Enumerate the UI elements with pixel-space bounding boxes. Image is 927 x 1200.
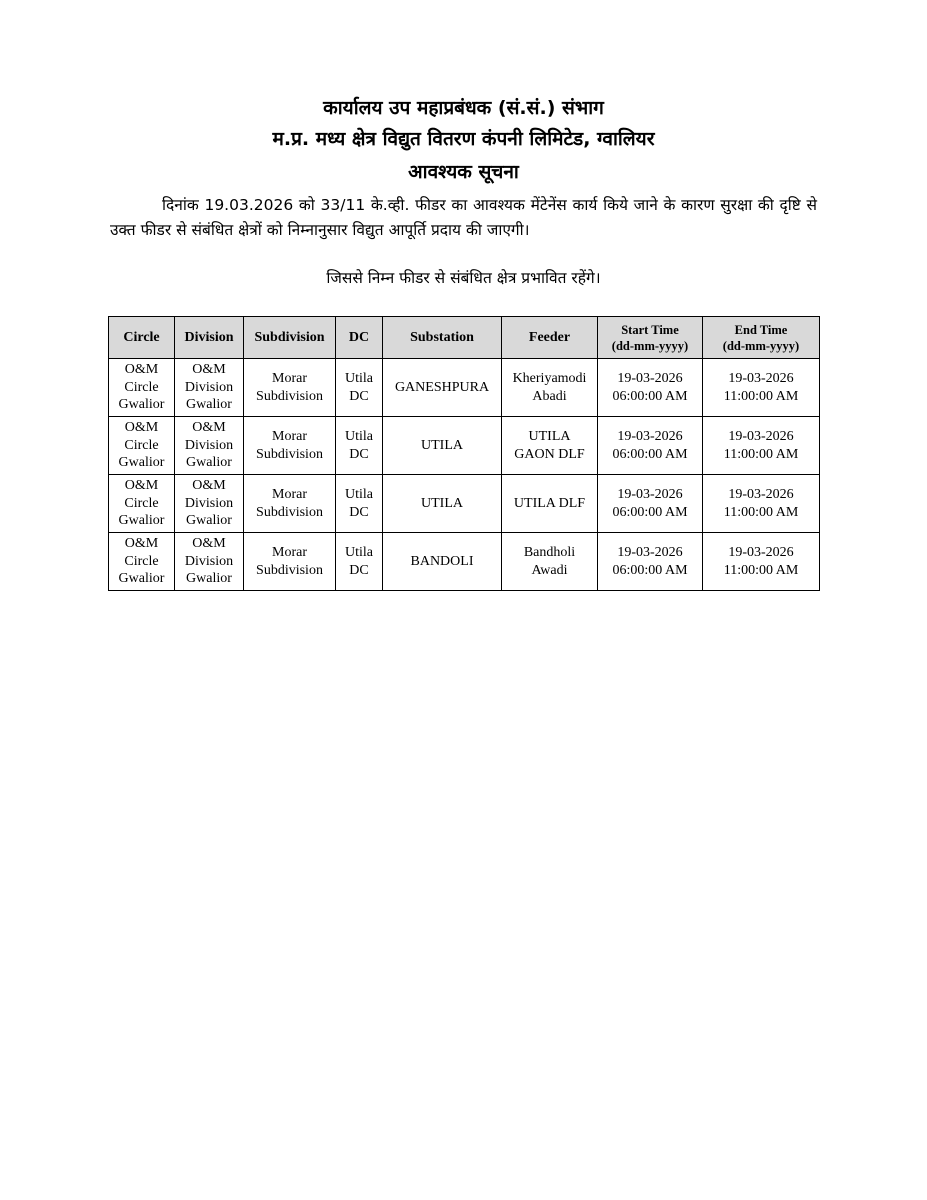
cell-dc bbox=[336, 359, 383, 417]
shutdown-schedule-table bbox=[108, 316, 820, 591]
cell-start-time-line: 19-03-2026 bbox=[617, 429, 683, 444]
cell-circle bbox=[109, 533, 175, 591]
cell-end-time-line: 19-03-2026 bbox=[728, 429, 794, 444]
cell-circle-line: Gwalior bbox=[118, 455, 165, 471]
cell-division bbox=[175, 359, 244, 417]
cell-subdivision-line: Subdivision bbox=[256, 388, 323, 404]
header-start-time-format: (dd-mm-yyyy) bbox=[611, 338, 689, 353]
cell-subdivision-line: Subdivision bbox=[256, 504, 323, 520]
cell-division-line: O&M bbox=[192, 420, 226, 436]
header-subdivision: Subdivision bbox=[244, 317, 336, 359]
cell-end-time-line: 19-03-2026 bbox=[728, 487, 794, 502]
cell-circle-line: Gwalior bbox=[118, 397, 165, 413]
cell-subdivision bbox=[244, 475, 336, 533]
cell-dc-line: DC bbox=[349, 388, 369, 404]
header-end-time-format: (dd-mm-yyyy) bbox=[722, 338, 800, 353]
cell-feeder-line: UTILA DLF bbox=[513, 495, 586, 511]
cell-end-time-line: 19-03-2026 bbox=[728, 371, 794, 386]
cell-circle-line: O&M bbox=[124, 536, 159, 552]
table-row bbox=[109, 417, 820, 475]
cell-circle-line: O&M bbox=[124, 362, 159, 378]
cell-start-time bbox=[598, 475, 703, 533]
table-row bbox=[109, 359, 820, 417]
header-circle: Circle bbox=[109, 317, 175, 359]
cell-start-time-line: 06:00:00 AM bbox=[612, 562, 688, 578]
cell-division-line: Division bbox=[184, 553, 234, 569]
header-end-time-label: End Time bbox=[734, 322, 788, 337]
cell-substation-line: GANESHPURA bbox=[394, 379, 490, 395]
cell-division-line: Division bbox=[184, 495, 234, 511]
cell-end-time-line: 11:00:00 AM bbox=[723, 446, 799, 462]
cell-subdivision-line: Morar bbox=[272, 429, 307, 444]
affected-areas-line: जिससे निम्न फीडर से संबंधित क्षेत्र प्रभावित रहेंगे। bbox=[326, 269, 601, 287]
cell-circle-line: Circle bbox=[124, 379, 159, 395]
cell-start-time-line: 06:00:00 AM bbox=[612, 504, 688, 520]
cell-end-time-line: 19-03-2026 bbox=[728, 545, 794, 560]
office-title: कार्यालय उप महाप्रबंधक (सं.सं.) संभाग bbox=[323, 97, 604, 119]
cell-substation-line: BANDOLI bbox=[410, 553, 474, 569]
cell-subdivision-line: Subdivision bbox=[256, 562, 323, 578]
cell-feeder-line: Abadi bbox=[532, 388, 567, 404]
cell-dc-line: DC bbox=[349, 504, 369, 520]
cell-circle-line: O&M bbox=[124, 420, 159, 436]
cell-dc-line: DC bbox=[349, 562, 369, 578]
cell-end-time bbox=[703, 533, 820, 591]
table-row bbox=[109, 475, 820, 533]
header-start-time-label: Start Time bbox=[621, 322, 679, 337]
cell-division bbox=[175, 475, 244, 533]
cell-dc-line: Utila bbox=[345, 487, 373, 502]
cell-subdivision bbox=[244, 533, 336, 591]
cell-start-time-line: 19-03-2026 bbox=[617, 371, 683, 386]
cell-feeder bbox=[502, 533, 598, 591]
cell-feeder-line: UTILA bbox=[528, 429, 571, 444]
cell-division bbox=[175, 417, 244, 475]
header-feeder: Feeder bbox=[502, 317, 598, 359]
cell-start-time-line: 06:00:00 AM bbox=[612, 388, 688, 404]
cell-circle-line: Gwalior bbox=[118, 571, 165, 587]
cell-end-time-line: 11:00:00 AM bbox=[723, 562, 799, 578]
header-division: Division bbox=[175, 317, 244, 359]
cell-end-time-line: 11:00:00 AM bbox=[723, 388, 799, 404]
cell-circle-line: Gwalior bbox=[118, 513, 165, 529]
cell-feeder-line: Bandholi bbox=[523, 545, 576, 560]
cell-dc-line: Utila bbox=[345, 371, 373, 386]
cell-start-time bbox=[598, 533, 703, 591]
cell-subdivision bbox=[244, 359, 336, 417]
cell-start-time bbox=[598, 359, 703, 417]
cell-subdivision-line: Morar bbox=[272, 371, 307, 386]
notice-paragraph: दिनांक 19.03.2026 को 33/11 के.व्ही. फीडर का आवश्यक मेंटेनेंस कार्य किये जाने के कारण सुरक्षा की दृष्टि से उक्त फीडर से संबंधित क्षेत्रों को निम्नानुसार विद्युत आपूर्ति प्रदाय की जाएगी। bbox=[110, 196, 817, 239]
cell-feeder-line: Kheriyamodi bbox=[512, 371, 587, 386]
cell-end-time bbox=[703, 359, 820, 417]
cell-subdivision-line: Morar bbox=[272, 545, 307, 560]
cell-dc-line: Utila bbox=[345, 545, 373, 560]
cell-substation bbox=[383, 533, 502, 591]
cell-division-line: O&M bbox=[192, 536, 226, 552]
cell-circle-line: Circle bbox=[124, 495, 159, 511]
cell-substation-line: UTILA bbox=[421, 495, 463, 511]
cell-end-time-line: 11:00:00 AM bbox=[723, 504, 799, 520]
cell-division-line: O&M bbox=[192, 478, 226, 494]
header-substation: Substation bbox=[383, 317, 502, 359]
cell-division-line: Division bbox=[184, 379, 234, 395]
cell-division-line: Division bbox=[184, 437, 234, 453]
cell-substation bbox=[383, 359, 502, 417]
cell-dc-line: Utila bbox=[345, 429, 373, 444]
cell-division-line: Gwalior bbox=[186, 513, 232, 529]
cell-subdivision-line: Morar bbox=[272, 487, 307, 502]
cell-start-time-line: 06:00:00 AM bbox=[612, 446, 688, 462]
cell-division-line: Gwalior bbox=[186, 571, 232, 587]
cell-feeder-line: GAON DLF bbox=[514, 446, 585, 462]
cell-subdivision bbox=[244, 417, 336, 475]
cell-feeder bbox=[502, 359, 598, 417]
cell-substation bbox=[383, 475, 502, 533]
cell-dc bbox=[336, 533, 383, 591]
cell-circle bbox=[109, 475, 175, 533]
cell-dc bbox=[336, 475, 383, 533]
cell-circle-line: Circle bbox=[124, 437, 159, 453]
notice-heading: आवश्यक सूचना bbox=[408, 161, 519, 183]
cell-circle bbox=[109, 417, 175, 475]
cell-end-time bbox=[703, 475, 820, 533]
cell-feeder bbox=[502, 475, 598, 533]
header-start-time bbox=[598, 317, 703, 359]
table-row bbox=[109, 533, 820, 591]
cell-division-line: Gwalior bbox=[186, 455, 232, 471]
cell-division-line: Gwalior bbox=[186, 397, 232, 413]
cell-substation bbox=[383, 417, 502, 475]
cell-start-time-line: 19-03-2026 bbox=[617, 545, 683, 560]
cell-start-time bbox=[598, 417, 703, 475]
cell-circle-line: Circle bbox=[124, 553, 159, 569]
table-header-row bbox=[109, 317, 820, 359]
cell-feeder bbox=[502, 417, 598, 475]
cell-dc bbox=[336, 417, 383, 475]
cell-division-line: O&M bbox=[192, 362, 226, 378]
cell-start-time-line: 19-03-2026 bbox=[617, 487, 683, 502]
header-end-time bbox=[703, 317, 820, 359]
cell-circle-line: O&M bbox=[124, 478, 159, 494]
cell-circle bbox=[109, 359, 175, 417]
cell-subdivision-line: Subdivision bbox=[256, 446, 323, 462]
company-title: म.प्र. मध्य क्षेत्र विद्युत वितरण कंपनी लिमिटेड, ग्वालियर bbox=[272, 128, 655, 150]
cell-feeder-line: Awadi bbox=[531, 562, 568, 578]
cell-dc-line: DC bbox=[349, 446, 369, 462]
header-dc: DC bbox=[336, 317, 383, 359]
cell-end-time bbox=[703, 417, 820, 475]
cell-division bbox=[175, 533, 244, 591]
cell-substation-line: UTILA bbox=[421, 437, 463, 453]
